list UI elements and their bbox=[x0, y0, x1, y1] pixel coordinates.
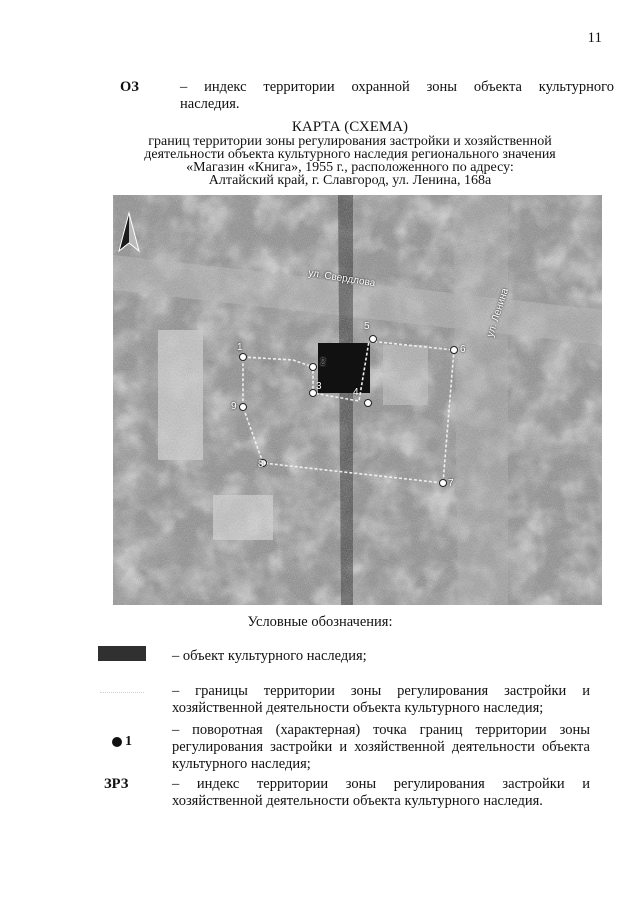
legend-object-text: – объект культурного наследия; bbox=[172, 648, 367, 664]
point-label-6: 6 bbox=[460, 344, 466, 355]
aerial-map bbox=[113, 195, 602, 605]
legend-boundary bbox=[172, 683, 590, 717]
turn-point-1 bbox=[240, 354, 247, 361]
legend-point-line3: культурного наследия; bbox=[172, 756, 311, 772]
point-label-5: 5 bbox=[364, 321, 370, 332]
title-line2: границ территории зоны регулирования застройки и хозяйственной bbox=[148, 134, 552, 149]
turn-point-6 bbox=[451, 347, 458, 354]
legend-point bbox=[172, 722, 590, 773]
title-line3: деятельности объекта культурного наследия регионального значения bbox=[144, 147, 556, 162]
turn-point-9 bbox=[240, 404, 247, 411]
legend-zrz-line1: – индекс территории зоны регулирования застройки и bbox=[172, 776, 590, 792]
map-drawing bbox=[113, 195, 602, 605]
legend-point-line1: – поворотная (характерная) точка границ территории зоны bbox=[172, 722, 590, 738]
title-line1: КАРТА (СХЕМА) bbox=[291, 119, 409, 135]
point-label-4: 4 bbox=[353, 387, 359, 398]
turn-point-5 bbox=[370, 336, 377, 343]
title-line4: «Магазин «Книга», 1955 г., расположенного по адресу: bbox=[186, 160, 514, 175]
legend-point-number: 1 bbox=[125, 734, 132, 749]
legend-zrz-code: ЗРЗ bbox=[104, 776, 129, 792]
legend-swatch-point bbox=[112, 737, 122, 747]
legend-zrz bbox=[172, 776, 590, 810]
legend-swatch-object bbox=[98, 646, 146, 661]
point-label-2: 2 bbox=[320, 357, 326, 368]
street-label-lenina: ул. Ленина bbox=[485, 286, 512, 339]
point-label-3: 3 bbox=[316, 381, 322, 392]
point-label-9: 9 bbox=[231, 401, 237, 412]
page-number: 11 bbox=[587, 30, 602, 46]
turn-point-7 bbox=[440, 480, 447, 487]
turn-point-2 bbox=[310, 364, 317, 371]
point-label-7: 7 bbox=[448, 478, 454, 489]
point-label-8: 8 bbox=[258, 459, 264, 470]
oz-text-line2: наследия. bbox=[180, 96, 240, 112]
legend-title: Условные обозначения: bbox=[247, 614, 393, 630]
heritage-object bbox=[318, 343, 370, 393]
oz-code: ОЗ bbox=[120, 79, 139, 95]
point-label-1: 1 bbox=[237, 342, 243, 353]
map-title bbox=[100, 120, 600, 187]
turn-point-4 bbox=[365, 400, 372, 407]
legend-swatch-boundary bbox=[100, 692, 144, 693]
legend-point-line2: регулирования застройки и хозяйственной деятельности объекта bbox=[172, 739, 590, 755]
legend-boundary-line2: хозяйственной деятельности объекта культурного наследия; bbox=[172, 700, 544, 716]
title-line5: Алтайский край, г. Славгород, ул. Ленина, 168а bbox=[208, 173, 492, 188]
legend-boundary-line1: – границы территории зоны регулирования застройки и bbox=[172, 683, 590, 699]
street-label-sverdlova: ул. Свердлова bbox=[307, 267, 377, 290]
oz-text-line1: – индекс территории охранной зоны объекта культурного bbox=[180, 79, 614, 95]
legend-zrz-line2: хозяйственной деятельности объекта культурного наследия. bbox=[172, 793, 543, 809]
